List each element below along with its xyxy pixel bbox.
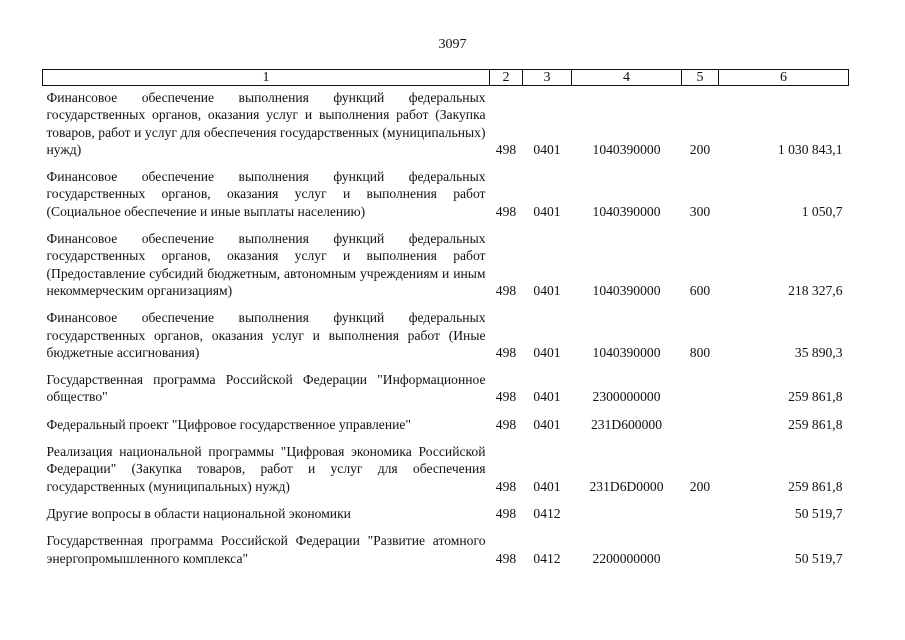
row-section-code: 0401 [533,389,561,405]
row-ministry-code: 498 [495,416,517,432]
row-section-code: 0401 [533,416,561,432]
row-name: Другие вопросы в области национальной экономики [46,505,351,521]
row-target-code: 231D600000 [591,416,662,432]
row-ministry-code: 498 [495,389,517,405]
header-col-1: 1 [43,70,490,86]
table-row [43,522,849,567]
row-ministry-code: 498 [495,478,517,494]
row-expense-type [682,406,719,433]
row-amount: 1 030 843,1 [777,141,843,157]
page-number: 3097 [438,37,467,52]
row-section-code: 0401 [533,203,561,219]
table-row [43,406,849,433]
row-amount: 259 861,8 [788,389,843,405]
row-amount: 259 861,8 [788,416,843,432]
row-target-code: 1040390000 [592,141,661,157]
header-col-6: 6 [719,70,849,86]
row-target-code: 231D6D0000 [589,478,664,494]
row-amount: 218 327,6 [788,282,843,298]
row-expense-type [682,361,719,406]
row-expense-type: 300 [689,203,711,219]
row-section-code: 0401 [533,141,561,157]
header-col-3: 3 [523,70,572,86]
row-amount: 50 519,7 [794,505,843,521]
row-amount: 35 890,3 [794,344,843,360]
row-expense-type: 200 [689,478,711,494]
header-col-4: 4 [572,70,682,86]
row-section-code: 0401 [533,282,561,298]
row-name: Федеральный проект "Цифровое государственное управление" [46,416,411,432]
row-ministry-code: 498 [495,141,517,157]
table-row [43,361,849,406]
row-target-code: 1040390000 [592,203,661,219]
row-name: Финансовое обеспечение выполнения функций федеральных государственных органов, оказания услуг и выполнения работ (Предоставление субсидий бюджетным, автономным учреждениям и иным некоммерческим организациям) [46,231,486,298]
row-target-code: 1040390000 [592,344,661,360]
row-name: Государственная программа Российской Федерации "Развитие атомного энергопромышленного комплекса" [46,533,486,566]
row-expense-type [682,495,719,522]
row-ministry-code: 498 [495,505,517,521]
row-expense-type: 200 [689,141,711,157]
row-name: Реализация национальной программы "Цифровая экономика Российской Федерации" (Закупка товаров, работ и услуг для обеспечения государственных (муниципальных) нужд) [46,444,486,494]
row-expense-type: 800 [689,344,711,360]
row-section-code: 0412 [533,550,561,566]
row-section-code: 0401 [533,344,561,360]
row-ministry-code: 498 [495,344,517,360]
header-col-5: 5 [682,70,719,86]
row-target-code [572,495,682,522]
row-ministry-code: 498 [495,203,517,219]
header-col-2: 2 [490,70,523,86]
row-section-code: 0412 [533,505,561,521]
table-row [43,433,849,495]
table-row [43,158,849,220]
row-target-code: 1040390000 [592,282,661,298]
row-target-code: 2200000000 [592,550,661,566]
table-row [43,86,849,159]
row-ministry-code: 498 [495,282,517,298]
row-expense-type: 600 [689,282,711,298]
row-amount: 50 519,7 [794,550,843,566]
table-header-row [43,70,849,86]
row-name: Государственная программа Российской Федерации "Информационное общество" [46,372,486,405]
table-row [43,495,849,522]
budget-table [42,69,849,567]
row-amount: 1 050,7 [801,203,843,219]
table-row [43,220,849,299]
table-row [43,299,849,361]
row-target-code: 2300000000 [592,389,661,405]
row-name: Финансовое обеспечение выполнения функций федеральных государственных органов, оказания услуг и выполнения работ (Закупка товаров, работ и услуг для обеспечения государственных (муниципальных) нужд) [46,90,486,157]
row-expense-type [682,522,719,567]
row-amount: 259 861,8 [788,478,843,494]
row-section-code: 0401 [533,478,561,494]
row-name: Финансовое обеспечение выполнения функций федеральных государственных органов, оказания услуг и выполнения работ (Иные бюджетные ассигнования) [46,310,486,360]
row-name: Финансовое обеспечение выполнения функций федеральных государственных органов, оказания услуг и выполнения работ (Социальное обеспечение и иные выплаты населению) [46,169,486,219]
row-ministry-code: 498 [495,550,517,566]
